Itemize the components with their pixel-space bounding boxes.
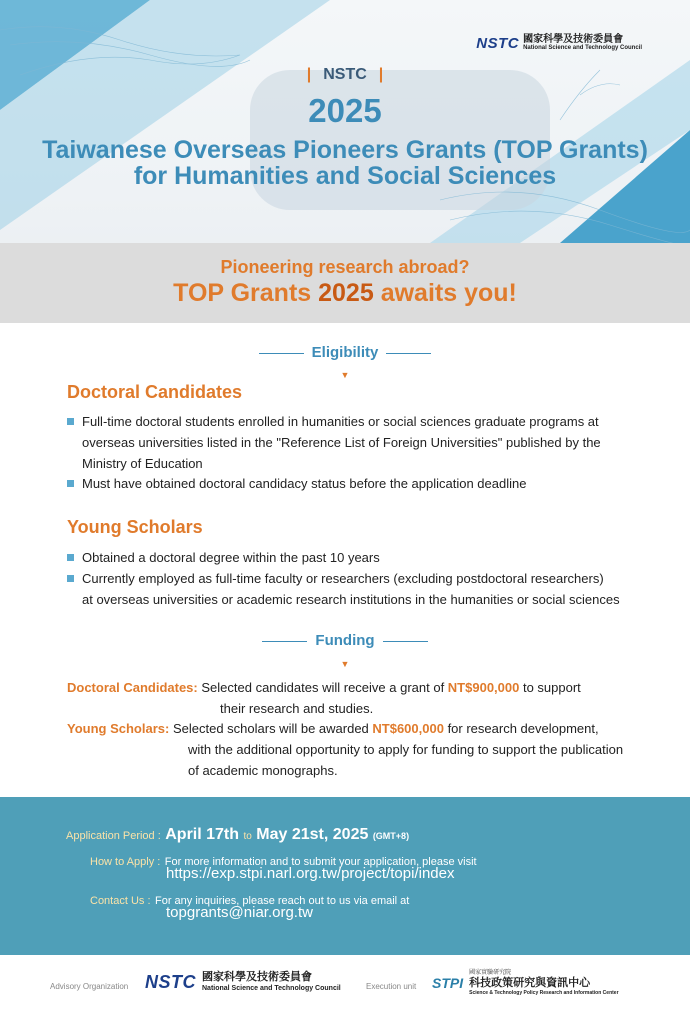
young-bullet-2	[67, 568, 647, 610]
nstc-logo-en: National Science and Technology Council	[523, 45, 642, 51]
young-b1-text: Obtained a doctoral degree within the past 10 years	[82, 550, 380, 565]
young-b2-line2: at overseas universities or academic research institutions in the humanities or social sciences	[82, 592, 620, 607]
doctoral-title: Doctoral Candidates	[67, 382, 243, 402]
bullet-square-icon	[67, 418, 74, 425]
stpi-logo	[432, 969, 619, 997]
niar-small: 國家實驗研究院	[469, 970, 512, 976]
hero-title-line1: Taiwanese Overseas Pioneers Grants (TOP Grants)	[42, 136, 648, 164]
period-end: May 21st, 2025	[256, 826, 369, 843]
funding-doctoral-line2: their research and studies.	[220, 701, 374, 716]
bullet-square-icon	[67, 554, 74, 561]
eligibility-heading-text: Eligibility	[311, 344, 379, 361]
exec-label: Execution unit	[366, 982, 417, 991]
tagline-main	[0, 279, 690, 308]
funding-heading-text: Funding	[315, 632, 375, 649]
tagline-main-year: 2025	[318, 279, 374, 307]
funding-young-line3: of academic monographs.	[188, 763, 338, 778]
stpi-cn: 科技政策研究與資訊中心	[469, 977, 591, 989]
period-to: to	[243, 831, 252, 842]
doctoral-b1-line3: Ministry of Education	[82, 456, 203, 471]
hero-title-line2: for Humanities and Social Sciences	[133, 162, 557, 190]
funding-arrow-icon: ▼	[340, 659, 350, 669]
bullet-square-icon	[67, 575, 74, 582]
doctoral-b2-text: Must have obtained doctoral candidacy status before the application deadline	[82, 476, 527, 491]
bullet-square-icon	[67, 480, 74, 487]
funding-young	[67, 718, 677, 781]
period-start: April 17th	[165, 826, 240, 843]
application-period	[66, 826, 409, 844]
eligibility-heading	[0, 344, 690, 361]
funding-heading	[0, 632, 690, 649]
funding-young-amount: NT$600,000	[372, 721, 444, 736]
eligibility-arrow-icon: ▼	[340, 370, 350, 380]
hero-tag: | NSTC |	[306, 66, 384, 83]
how-label: How to Apply :	[90, 856, 161, 868]
apply-panel	[0, 797, 690, 955]
young-b2-line1: Currently employed as full-time faculty or researchers (excluding postdoctoral researchers)	[82, 571, 604, 586]
nstc-logo-cn: 國家科學及技術委員會	[523, 34, 624, 45]
funding-doctoral-post: to support	[519, 680, 581, 695]
how-text: For more information and to submit your application, please visit	[164, 856, 477, 868]
hero-year: 2025	[308, 92, 382, 129]
hero-tag-text: NSTC	[323, 66, 367, 83]
advisory-label: Advisory Organization	[50, 982, 129, 991]
nstc-logo-word: NSTC	[476, 34, 520, 52]
funding-doctoral	[67, 677, 667, 719]
young-title: Young Scholars	[67, 517, 203, 537]
doctoral-b1-line1: Full-time doctoral students enrolled in humanities or social sciences graduate programs at	[82, 414, 599, 429]
apply-url-link[interactable]: https://exp.stpi.narl.org.tw/project/topi/index	[166, 865, 455, 882]
tagline-main-pre: TOP Grants	[173, 279, 319, 307]
funding-doctoral-amount: NT$900,000	[447, 680, 520, 695]
funding-young-post: for research development,	[443, 721, 599, 736]
funding-doctoral-label: Doctoral Candidates:	[67, 680, 198, 695]
funding-young-label: Young Scholars:	[67, 721, 170, 736]
period-label: Application Period :	[66, 830, 161, 842]
funding-doctoral-pre: Selected candidates will receive a grant of	[201, 680, 448, 695]
funding-young-pre: Selected scholars will be awarded	[172, 721, 373, 736]
tagline-sub: Pioneering research abroad?	[220, 257, 470, 277]
doctoral-bullet-2	[67, 473, 647, 494]
stpi-en: Science & Technology Policy Research and Information Center	[469, 990, 619, 996]
period-timezone: (GMT+8)	[372, 831, 410, 841]
contact-email-link[interactable]: topgrants@niar.org.tw	[166, 904, 313, 921]
stpi-logo-word: STPI	[432, 975, 464, 991]
doctoral-b1-line2: overseas universities listed in the "Reference List of Foreign Universities" published by the	[82, 435, 601, 450]
footer-logos	[0, 955, 690, 1024]
advisory-logo-en: National Science and Technology Council	[202, 985, 341, 992]
nstc-logo	[476, 34, 642, 52]
advisory-logo	[145, 971, 341, 993]
tagline-main-post: awaits you!	[373, 279, 517, 307]
advisory-logo-word: NSTC	[145, 971, 196, 992]
young-bullet-1	[67, 547, 647, 568]
contact-text: For any inquiries, please reach out to us via email at	[154, 895, 410, 907]
doctoral-bullet-1	[67, 411, 647, 474]
advisory-logo-cn: 國家科學及技術委員會	[202, 971, 312, 983]
contact-label: Contact Us :	[90, 895, 151, 907]
funding-young-line2: with the additional opportunity to apply for funding to support the publication	[188, 742, 624, 757]
